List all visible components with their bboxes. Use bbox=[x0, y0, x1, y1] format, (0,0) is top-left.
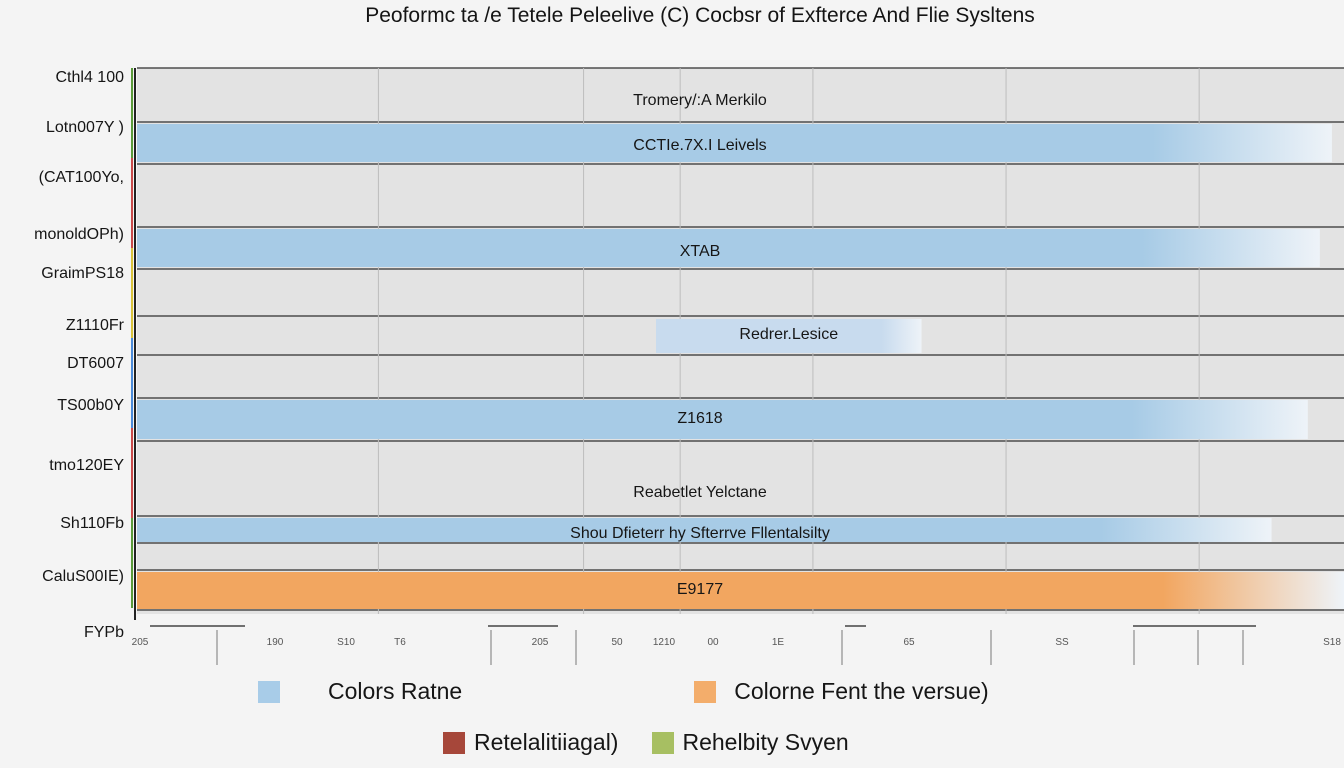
legend-label-4: Rehelbity Svyen bbox=[682, 729, 849, 755]
legend-item-3 bbox=[443, 729, 618, 756]
x-tick-label-0: 205 bbox=[131, 637, 149, 648]
bar-label-5: Reabetlet Yelctane bbox=[633, 484, 767, 501]
x-tick-label-8: 1E bbox=[771, 637, 785, 648]
y-tick-label-7: TS00b0Y bbox=[57, 397, 124, 414]
legend-label-2: Colorne Fent the versue) bbox=[734, 678, 989, 704]
y-tick-label-4: GraimPS18 bbox=[41, 265, 124, 282]
y-tick-label-5: Z1110Fr bbox=[65, 317, 124, 334]
legend-swatch-2 bbox=[694, 681, 716, 703]
bar-label-2: XTAB bbox=[679, 243, 721, 260]
y-tick-label-10: CaluS00IE) bbox=[42, 568, 124, 585]
y-tick-label-6: DT6007 bbox=[67, 355, 124, 372]
legend-swatch-3 bbox=[443, 732, 465, 754]
y-tick-label-11: FYPb bbox=[83, 624, 124, 641]
bar-label-4: Z1618 bbox=[677, 410, 723, 427]
legend-item-1 bbox=[258, 678, 462, 705]
x-tick-label-6: 1210 bbox=[652, 637, 676, 648]
legend-item-2 bbox=[694, 678, 988, 705]
x-tick-label-7: 00 bbox=[707, 637, 719, 648]
y-tick-label-2: (CAT100Yo, bbox=[38, 169, 124, 186]
y-tick-label-0: Cthl4 100 bbox=[55, 69, 124, 86]
bar-7 bbox=[137, 572, 1344, 609]
x-tick-label-3: T6 bbox=[394, 637, 406, 648]
bar-2 bbox=[137, 229, 1320, 267]
legend-label-1: Colors Ratne bbox=[328, 678, 463, 704]
legend-row-2 bbox=[443, 729, 849, 756]
y-tick-label-8: tmo120EY bbox=[49, 457, 124, 474]
x-tick-label-9: 65 bbox=[903, 637, 915, 648]
bar-label-7: E9177 bbox=[676, 581, 724, 598]
x-tick-label-4: 205 bbox=[531, 637, 549, 648]
legend-item-4 bbox=[652, 729, 848, 756]
x-tick-label-2: S10 bbox=[337, 637, 355, 648]
x-tick-label-5: 50 bbox=[611, 637, 623, 648]
x-tick-label-1: 190 bbox=[266, 637, 284, 648]
x-tick-label-10: SS bbox=[1055, 637, 1069, 648]
bar-label-3: Redrer.Lesice bbox=[739, 326, 839, 343]
y-tick-label-3: monoldOPh) bbox=[34, 226, 124, 243]
chart-title: Peoformc ta /e Tetele Peleelive (C) Cocbsr of Exfterce And Flie Sysltens bbox=[365, 4, 1035, 27]
legend-label-3: Retelalitiiagal) bbox=[474, 729, 619, 755]
bar-label-6: Shou Dfieterr hy Sfterrve Fllentalsilty bbox=[570, 525, 830, 542]
bar-label-1: CCTIe.7X.I Leivels bbox=[633, 137, 767, 154]
y-tick-label-1: Lotn007Y ) bbox=[46, 119, 124, 136]
y-tick-label-9: Sh110Fb bbox=[60, 515, 124, 532]
x-tick-label-11: S18 bbox=[1323, 637, 1341, 648]
bar-label-0: Tromery/:A Merkilo bbox=[633, 92, 767, 109]
legend-swatch-1 bbox=[258, 681, 280, 703]
legend-swatch-4 bbox=[652, 732, 674, 754]
legend-row-1 bbox=[258, 678, 989, 705]
